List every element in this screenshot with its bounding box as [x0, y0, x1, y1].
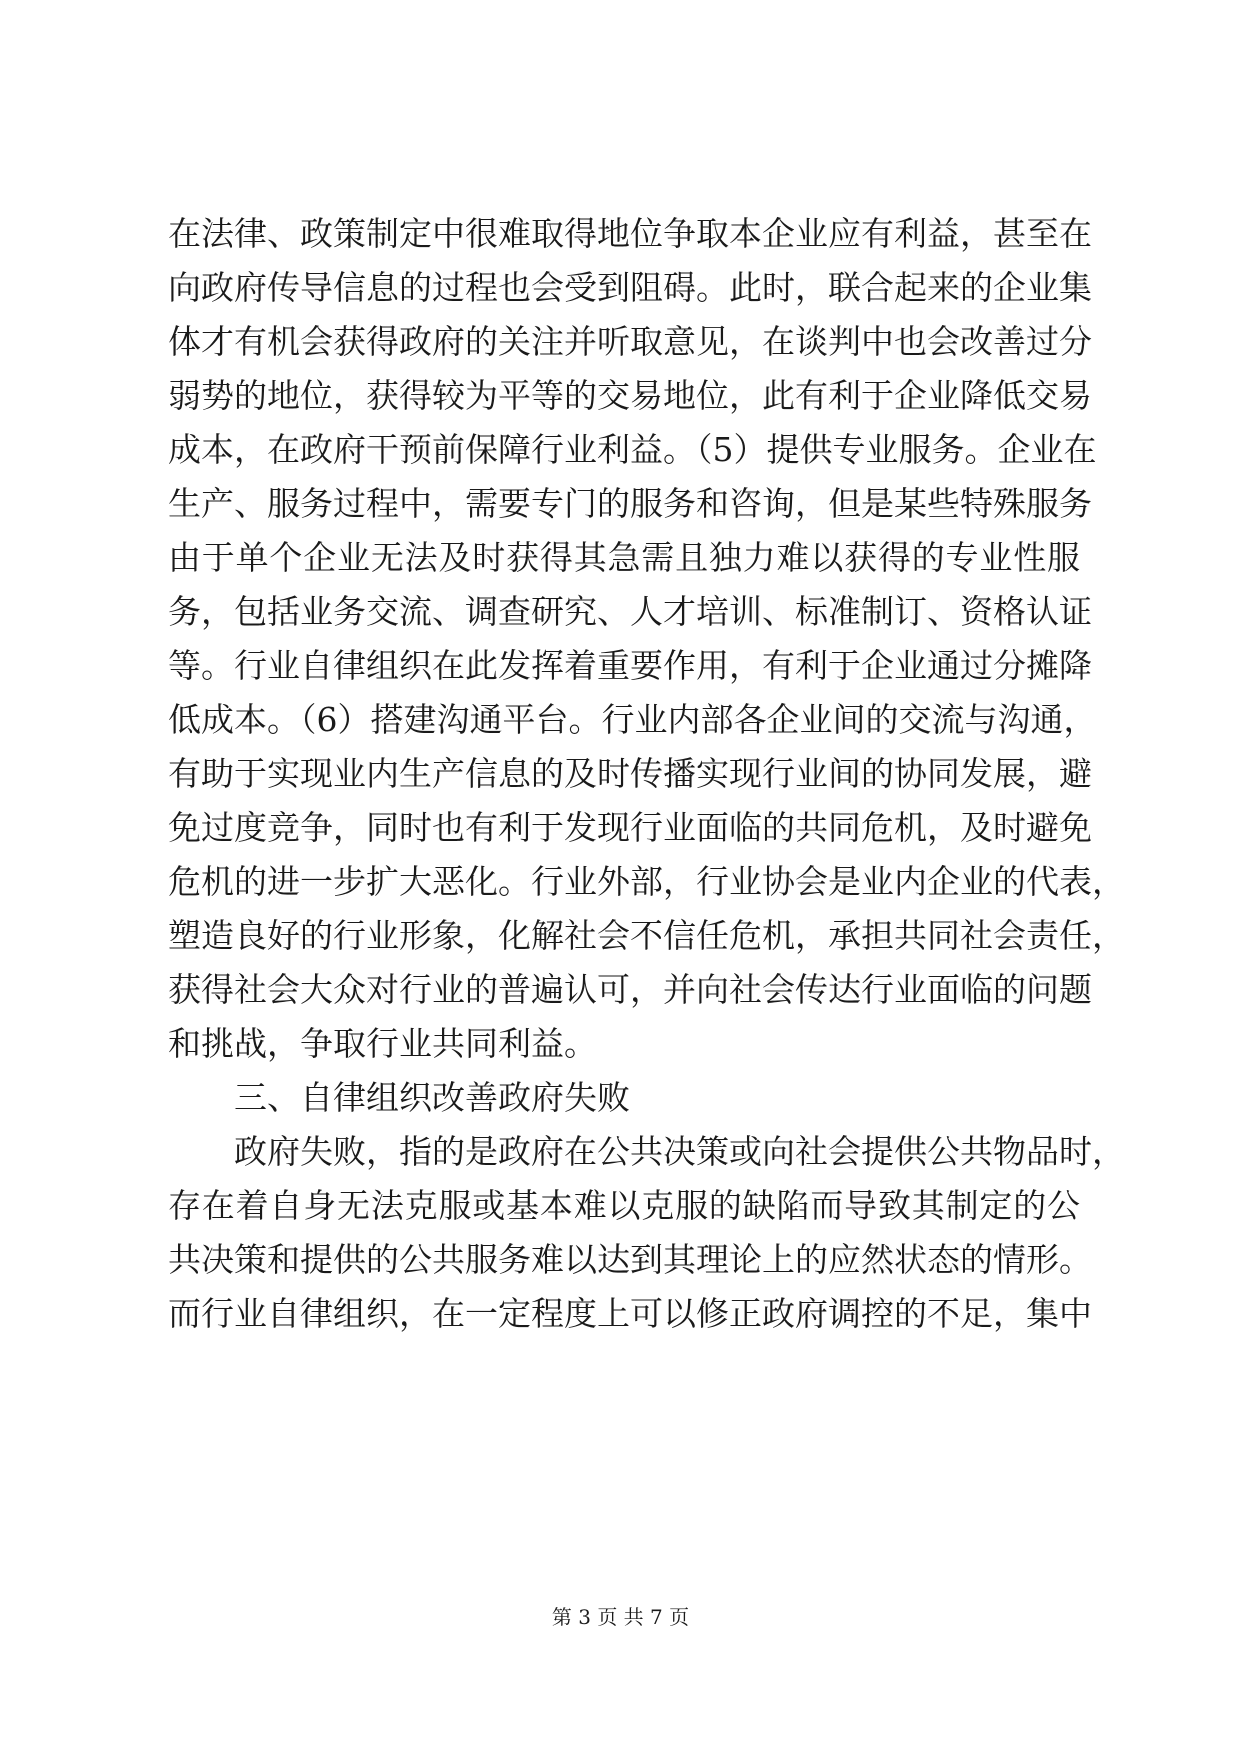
body-line: 务，包括业务交流、调查研究、人才培训、标准制订、资格认证	[168, 592, 1092, 631]
body-line: 在法律、政策制定中很难取得地位争取本企业应有利益，甚至在	[168, 214, 1092, 253]
body-line: 由于单个企业无法及时获得其急需且独力难以获得的专业性服	[168, 538, 1080, 577]
section-heading: 三、自律组织改善政府失败	[234, 1078, 630, 1117]
body-line: 成本，在政府干预前保障行业利益。（5）提供专业服务。企业在	[168, 430, 1097, 469]
body-line: 塑造良好的行业形象，化解社会不信任危机，承担共同社会责任，	[168, 916, 1125, 955]
body-line: 生产、服务过程中，需要专门的服务和咨询，但是某些特殊服务	[168, 484, 1092, 523]
body-line: 体才有机会获得政府的关注并听取意见，在谈判中也会改善过分	[168, 322, 1092, 361]
body-line: 共决策和提供的公共服务难以达到其理论上的应然状态的情形。	[168, 1240, 1092, 1279]
body-line: 危机的进一步扩大恶化。行业外部，行业协会是业内企业的代表，	[168, 862, 1125, 901]
body-line: 免过度竞争，同时也有利于发现行业面临的共同危机，及时避免	[168, 808, 1092, 847]
body-line: 弱势的地位，获得较为平等的交易地位，此有利于企业降低交易	[168, 376, 1092, 415]
body-line: 和挑战，争取行业共同利益。	[168, 1024, 597, 1063]
body-line: 政府失败，指的是政府在公共决策或向社会提供公共物品时，	[234, 1132, 1125, 1171]
body-line: 获得社会大众对行业的普遍认可，并向社会传达行业面临的问题	[168, 970, 1092, 1009]
body-line: 有助于实现业内生产信息的及时传播实现行业间的协同发展，避	[168, 754, 1092, 793]
body-line: 低成本。（6）搭建沟通平台。行业内部各企业间的交流与沟通，	[168, 700, 1097, 739]
body-line: 等。行业自律组织在此发挥着重要作用，有利于企业通过分摊降	[168, 646, 1092, 685]
page-footer: 第 3 页 共 7 页	[551, 1605, 690, 1629]
body-line: 存在着自身无法克服或基本难以克服的缺陷而导致其制定的公	[168, 1186, 1080, 1225]
body-line: 向政府传导信息的过程也会受到阻碍。此时，联合起来的企业集	[168, 268, 1092, 307]
body-line: 而行业自律组织，在一定程度上可以修正政府调控的不足，集中	[168, 1294, 1092, 1333]
